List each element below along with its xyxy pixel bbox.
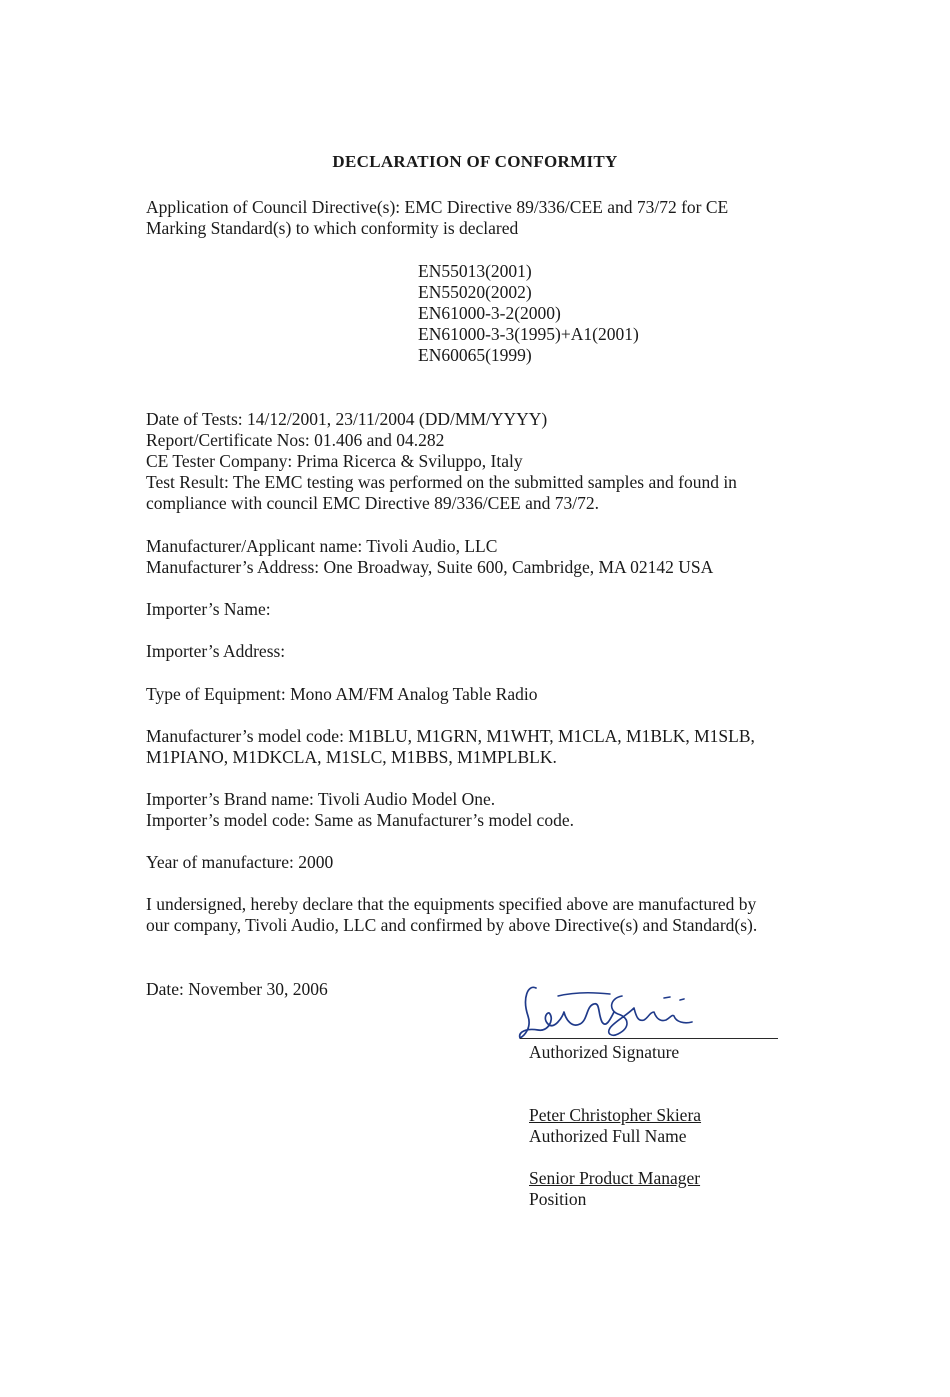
manufacturer-name-line: Manufacturer/Applicant name: Tivoli Audio, LLC [146,536,498,556]
standard-item: EN60065(1999) [418,345,532,365]
signer-full-name: Peter Christopher Skiera [529,1105,702,1125]
test-result-line-1: Test Result: The EMC testing was performed on the submitted samples and found in [146,472,737,492]
standard-item: EN55020(2002) [418,282,532,302]
importer-name-line: Importer’s Name: [146,599,271,619]
declaration-line-1: I undersigned, hereby declare that the equipments specified above are manufactured by [146,894,757,914]
equipment-type-line: Type of Equipment: Mono AM/FM Analog Table Radio [146,684,538,704]
manufacturer-address-line: Manufacturer’s Address: One Broadway, Suite 600, Cambridge, MA 02142 USA [146,557,714,577]
document-title: DECLARATION OF CONFORMITY [332,152,618,171]
model-codes-line-1: Manufacturer’s model code: M1BLU, M1GRN, M1WHT, M1CLA, M1BLK, M1SLB, [146,726,755,746]
full-name-label: Authorized Full Name [529,1126,687,1146]
year-of-manufacture-line: Year of manufacture: 2000 [146,852,334,872]
signer-position: Senior Product Manager [529,1168,701,1188]
brand-name-line: Importer’s Brand name: Tivoli Audio Model One. [146,789,496,809]
signature-line [520,1038,778,1039]
report-numbers-line: Report/Certificate Nos: 01.406 and 04.282 [146,430,445,450]
position-label: Position [529,1189,587,1209]
standard-item: EN61000-3-2(2000) [418,303,561,323]
standard-item: EN55013(2001) [418,261,532,281]
test-date-line: Date of Tests: 14/12/2001, 23/11/2004 (DD/MM/YYYY) [146,409,548,429]
authorized-signature-label: Authorized Signature [529,1042,680,1062]
tester-company-line: CE Tester Company: Prima Ricerca & Sviluppo, Italy [146,451,523,471]
test-result-line-2: compliance with council EMC Directive 89/336/CEE and 73/72. [146,493,599,513]
importer-address-line: Importer’s Address: [146,641,286,661]
model-codes-line-2: M1PIANO, M1DKCLA, M1SLC, M1BBS, M1MPLBLK. [146,747,557,767]
application-line-2: Marking Standard(s) to which conformity is declared [146,218,519,238]
application-line-1: Application of Council Directive(s): EMC Directive 89/336/CEE and 73/72 for CE [146,197,729,217]
brand-model-line: Importer’s model code: Same as Manufacturer’s model code. [146,810,574,830]
declaration-line-2: our company, Tivoli Audio, LLC and confirmed by above Directive(s) and Standard(s). [146,915,758,935]
standard-item: EN61000-3-3(1995)+A1(2001) [418,324,639,344]
declaration-date: Date: November 30, 2006 [146,979,328,999]
